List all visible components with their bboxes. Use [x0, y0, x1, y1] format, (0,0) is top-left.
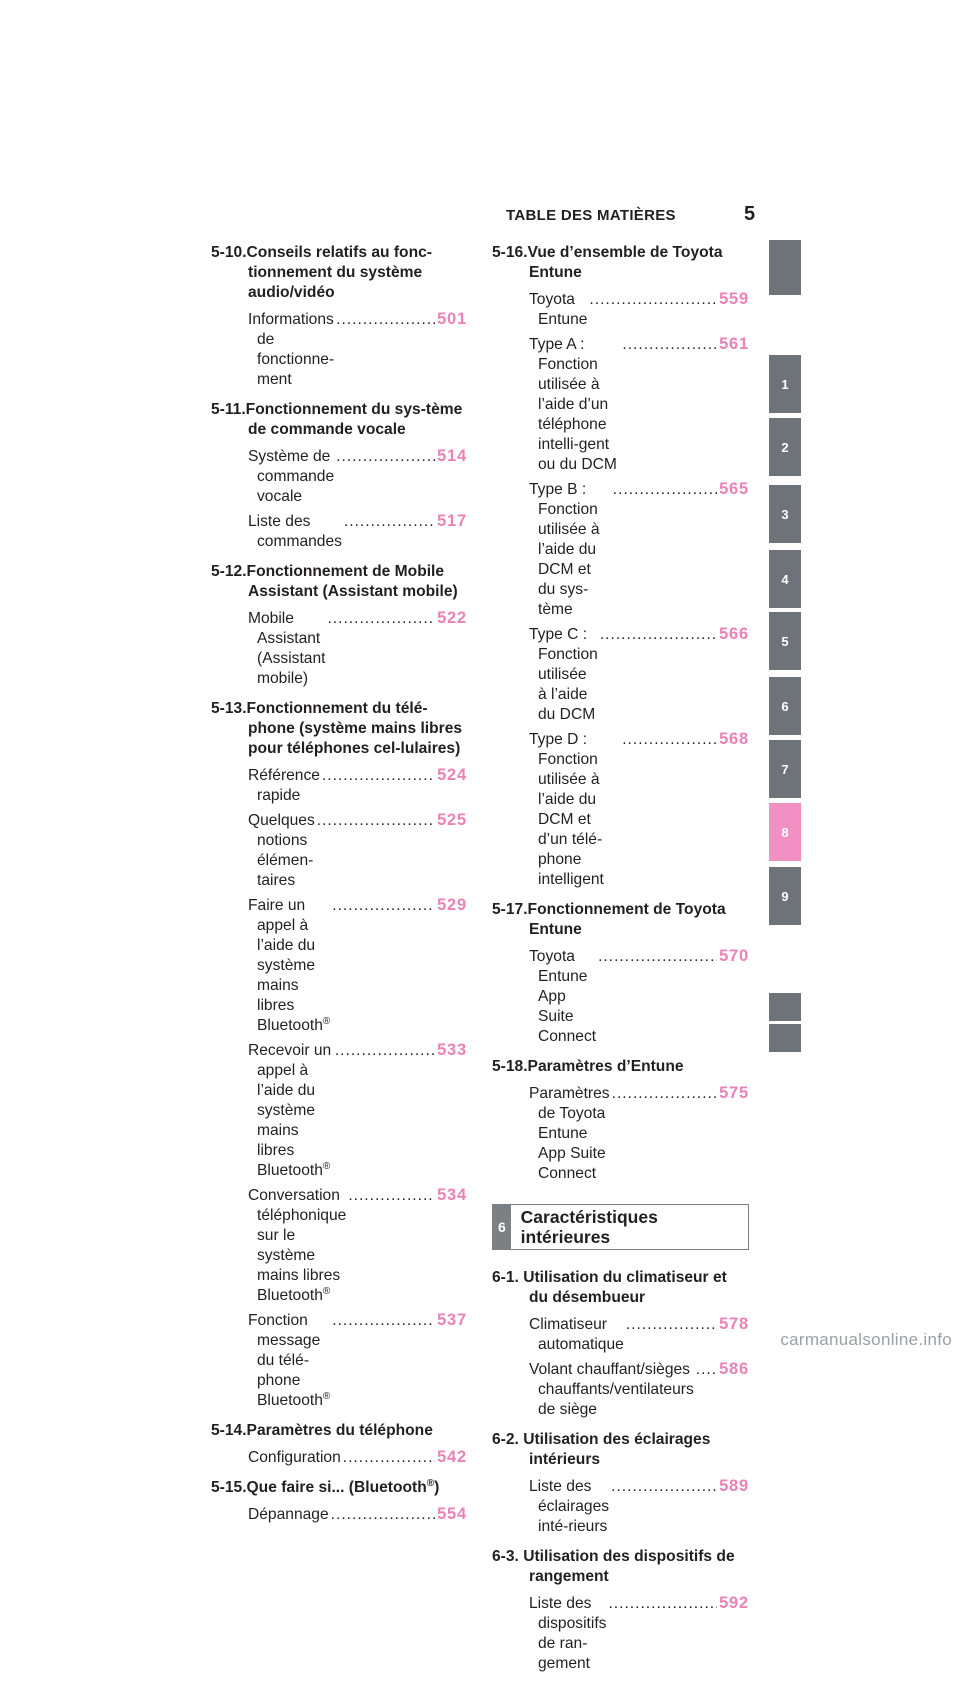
- chapter-tab-7[interactable]: 7: [769, 740, 801, 798]
- leader-dots: [327, 609, 435, 629]
- entry-label: Quelques notions élémen-taires: [248, 812, 315, 889]
- spacer: [211, 1529, 467, 1535]
- leader-dots: [611, 1477, 717, 1497]
- entry-label: Liste des éclairages inté-rieurs: [529, 1478, 610, 1535]
- section-title: 5-16.Vue d’ensemble de Toyota Entune: [492, 244, 723, 281]
- page-link[interactable]: 589: [719, 1477, 749, 1495]
- toc-entry[interactable]: [529, 479, 749, 620]
- toc-entry[interactable]: [248, 446, 467, 507]
- toc-entry[interactable]: [529, 334, 749, 475]
- entry-label: Paramètres de Toyota Entune App Suite Connect: [529, 1085, 610, 1182]
- chapter-number: 6: [493, 1205, 511, 1249]
- section-title: 5-15.Que faire si... (Bluetooth®): [211, 1477, 440, 1496]
- leader-dots: [622, 730, 717, 750]
- toc-entry[interactable]: [529, 1314, 749, 1355]
- leader-dots: [336, 310, 435, 330]
- page-link[interactable]: 529: [437, 896, 467, 914]
- entry-label: Mobile Assistant (Assistant mobile): [248, 610, 326, 687]
- page-link[interactable]: 568: [719, 730, 749, 748]
- page-link[interactable]: 586: [719, 1360, 749, 1378]
- entry-label: Liste des commandes: [248, 513, 342, 550]
- page-link[interactable]: 501: [437, 310, 467, 328]
- chapter-tab-9[interactable]: 9: [769, 867, 801, 925]
- page-link[interactable]: 592: [719, 1594, 749, 1612]
- toc-entry[interactable]: [529, 1593, 749, 1674]
- page-link[interactable]: 522: [437, 609, 467, 627]
- leader-dots: [348, 1186, 435, 1206]
- page-link[interactable]: 559: [719, 290, 749, 308]
- chapter-tab-2[interactable]: 2: [769, 418, 801, 476]
- chapter-tab-6[interactable]: 6: [769, 677, 801, 735]
- registered-mark: ®: [322, 1015, 331, 1027]
- toc-entry[interactable]: [529, 1476, 749, 1537]
- entry-label: Type B : Fonction utilisée à l’aide du DCM et du sys-tème: [529, 481, 600, 618]
- toc-left-column: [211, 243, 467, 1535]
- toc-entry[interactable]: [248, 810, 467, 891]
- section-title: 6-2. Utilisation des éclairages intérieurs: [492, 1431, 711, 1468]
- entry-label: Toyota Entune App Suite Connect: [529, 948, 597, 1045]
- chapter-tab-4[interactable]: 4: [769, 550, 801, 608]
- header-title: TABLE DES MATIÈRES: [506, 207, 676, 224]
- entry-label: Système de commande vocale: [248, 448, 335, 505]
- tab-blank-top: [769, 240, 801, 295]
- page-link[interactable]: 537: [437, 1311, 467, 1329]
- toc-entry[interactable]: [529, 946, 749, 1047]
- entry-label: Type D : Fonction utilisée à l’aide du DCM et d’un télé-phone intelligent: [529, 731, 604, 888]
- entry-label: Fonction message du télé-phone Bluetooth®: [248, 1312, 331, 1409]
- leader-dots: [622, 335, 717, 355]
- leader-dots: [317, 811, 435, 831]
- page-link[interactable]: 517: [437, 512, 467, 530]
- toc-entry[interactable]: [248, 1447, 467, 1468]
- leader-dots: [332, 896, 435, 916]
- tab-blank-bottom-1: [769, 993, 801, 1021]
- chapter-tab-1[interactable]: 1: [769, 355, 801, 413]
- toc-entry[interactable]: [248, 511, 467, 552]
- page-link[interactable]: 534: [437, 1186, 467, 1204]
- leader-dots: [332, 1311, 435, 1331]
- section-title: 5-18.Paramètres d’Entune: [492, 1058, 684, 1075]
- chapter-tab-5[interactable]: 5: [769, 612, 801, 670]
- chapter-tab-8[interactable]: 8: [769, 803, 801, 861]
- entry-label: Dépannage: [248, 1506, 329, 1523]
- entry-label: Volant chauffant/sièges chauffants/ventilateurs de siège: [529, 1361, 694, 1418]
- section-title: 5-13.Fonctionnement du télé-phone (système mains libres pour téléphones cel-lulaires): [211, 700, 463, 757]
- toc-entry[interactable]: [248, 1504, 467, 1525]
- toc-entry[interactable]: [248, 765, 467, 806]
- entry-label: Conversation téléphonique sur le système mains libres Bluetooth®: [248, 1187, 347, 1304]
- entry-label: Toyota Entune: [529, 291, 588, 328]
- page-link[interactable]: 578: [719, 1315, 749, 1333]
- registered-mark: ®: [322, 1285, 331, 1297]
- leader-dots: [600, 625, 717, 645]
- section-title: 5-14.Paramètres du téléphone: [211, 1422, 433, 1439]
- entry-label: Faire un appel à l’aide du système mains libres Bluetooth®: [248, 897, 331, 1034]
- leader-dots: [598, 947, 717, 967]
- entry-label: Configuration: [248, 1449, 341, 1466]
- page-link[interactable]: 533: [437, 1041, 467, 1059]
- toc-entry[interactable]: [529, 624, 749, 725]
- toc-entry[interactable]: [529, 1359, 749, 1420]
- spacer: [492, 1678, 749, 1684]
- toc-entry[interactable]: [248, 309, 467, 390]
- leader-dots: [608, 1594, 717, 1614]
- leader-dots: [696, 1360, 717, 1380]
- section-title: 5-17.Fonctionnement de Toyota Entune: [492, 901, 726, 938]
- toc-entry[interactable]: [248, 608, 467, 689]
- leader-dots: [331, 1505, 435, 1525]
- chapter-tabs: [769, 0, 801, 1358]
- page-number: 5: [744, 203, 756, 225]
- entry-label: Recevoir un appel à l’aide du système mains libres Bluetooth®: [248, 1042, 332, 1179]
- page-link[interactable]: 514: [437, 447, 467, 465]
- leader-dots: [322, 766, 435, 786]
- page-link[interactable]: 566: [719, 625, 749, 643]
- page-link[interactable]: 525: [437, 811, 467, 829]
- entry-label: Climatiseur automatique: [529, 1316, 624, 1353]
- page-link[interactable]: 542: [437, 1448, 467, 1466]
- toc-entry[interactable]: [248, 895, 467, 1036]
- leader-dots: [612, 1084, 717, 1104]
- toc-entry[interactable]: [248, 1040, 467, 1181]
- leader-dots: [336, 447, 435, 467]
- page-link[interactable]: 524: [437, 766, 467, 784]
- toc-entry[interactable]: [529, 289, 749, 330]
- leader-dots: [589, 290, 717, 310]
- tab-blank-bottom-2: [769, 1024, 801, 1052]
- section-title: 5-12.Fonctionnement de Mobile Assistant (Assistant mobile): [211, 563, 458, 600]
- watermark: carmanualsonline.info: [780, 1330, 952, 1349]
- leader-dots: [344, 512, 435, 532]
- section-title: 6-1. Utilisation du climatiseur et du désembueur: [492, 1269, 727, 1306]
- toc-entry[interactable]: [248, 1310, 467, 1411]
- leader-dots: [626, 1315, 717, 1335]
- toc-entry[interactable]: [529, 1083, 749, 1184]
- page-link[interactable]: 575: [719, 1084, 749, 1102]
- entry-label: Informations de fonctionne-ment: [248, 311, 335, 388]
- chapter-tab-3[interactable]: 3: [769, 485, 801, 543]
- registered-mark: ®: [322, 1160, 331, 1172]
- toc-right-column: [492, 243, 749, 1684]
- page-link[interactable]: 554: [437, 1505, 467, 1523]
- leader-dots: [335, 1041, 435, 1061]
- registered-mark: ®: [322, 1390, 331, 1402]
- entry-label: Liste des dispositifs de ran-gement: [529, 1595, 607, 1672]
- page-link[interactable]: 570: [719, 947, 749, 965]
- toc-entry[interactable]: [248, 1185, 467, 1306]
- toc-entry[interactable]: [529, 729, 749, 890]
- leader-dots: [343, 1448, 435, 1468]
- spacer: [492, 1188, 749, 1194]
- section-title: 5-10.Conseils relatifs au fonc-tionnement du système audio/vidéo: [211, 244, 432, 301]
- page-link[interactable]: 561: [719, 335, 749, 353]
- section-title: 6-3. Utilisation des dispositifs de rangement: [492, 1548, 735, 1585]
- entry-label: Type C : Fonction utilisée à l’aide du DCM: [529, 626, 598, 723]
- entry-label: Type A : Fonction utilisée à l’aide d’un téléphone intelli-gent ou du DCM: [529, 336, 617, 473]
- entry-label: Référence rapide: [248, 767, 320, 804]
- leader-dots: [613, 480, 717, 500]
- page-link[interactable]: 565: [719, 480, 749, 498]
- chapter-title: Caractéristiques intérieures: [520, 1207, 658, 1247]
- chapter-heading-box: [492, 1204, 749, 1250]
- section-title: 5-11.Fonctionnement du sys-tème de commande vocale: [211, 401, 463, 438]
